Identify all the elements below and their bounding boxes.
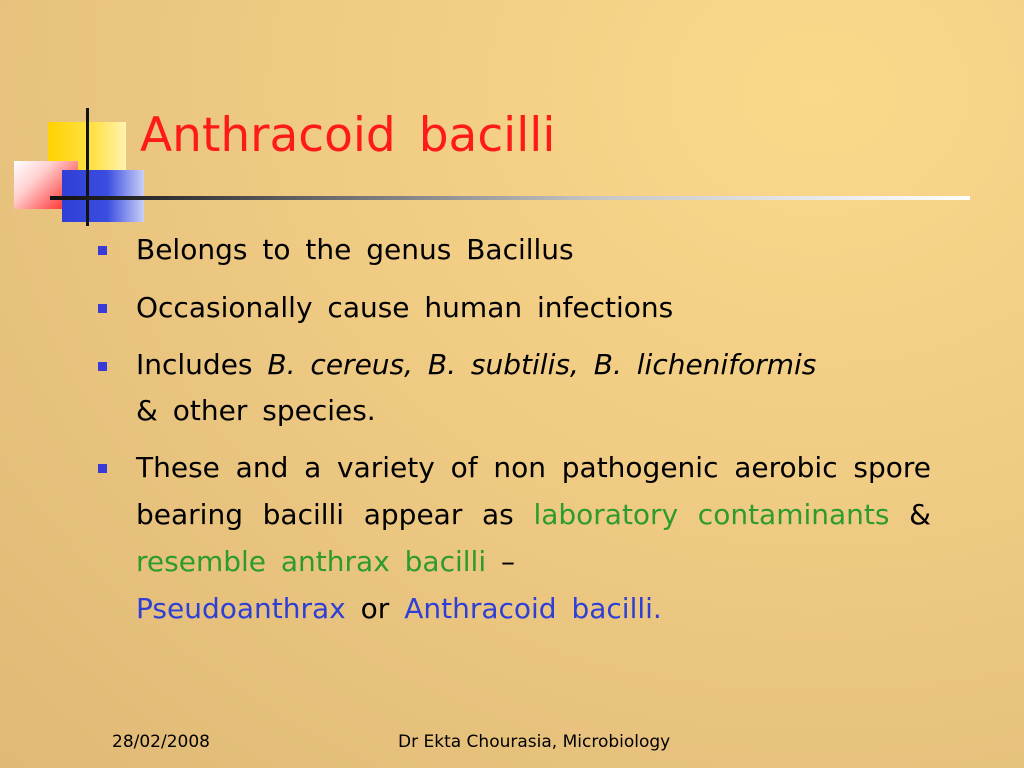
slide-title: Anthracoid bacilli <box>140 108 556 163</box>
bullet-text: Occasionally cause human infections <box>136 291 674 324</box>
or-text: or <box>345 592 405 625</box>
bullet-item-infections <box>96 284 931 332</box>
bullet-item-species <box>96 342 931 434</box>
highlight-anthracoid-bacilli: Anthracoid bacilli. <box>404 592 662 625</box>
highlight-resemble-anthrax: resemble anthrax bacilli <box>136 545 487 578</box>
bullet-item-contaminants <box>96 444 931 632</box>
highlight-lab-contaminants: laboratory contaminants <box>533 498 890 531</box>
bullet-list <box>96 226 931 642</box>
bullet-item-genus <box>96 226 931 274</box>
footer-author: Dr Ekta Chourasia, Microbiology <box>398 732 671 752</box>
bullet-text: These and a variety of non pathogenic aerobic spore bearing bacilli appear as <box>136 451 931 531</box>
decorative-logo-blocks <box>0 0 160 240</box>
highlight-pseudoanthrax: Pseudoanthrax <box>136 592 346 625</box>
vertical-rule-decoration <box>86 108 89 226</box>
dash-text: – <box>486 545 516 578</box>
square-bullet-icon <box>98 464 107 473</box>
square-bullet-icon <box>98 362 107 371</box>
title-underline-rule <box>50 196 970 200</box>
bullet-text: Belongs to the genus Bacillus <box>136 233 574 266</box>
square-bullet-icon <box>98 304 107 313</box>
bullet-text-suffix: & other species. <box>136 394 376 427</box>
ampersand-text: & <box>889 498 931 531</box>
square-bullet-icon <box>98 246 107 255</box>
footer-date: 28/02/2008 <box>112 732 210 752</box>
species-names: B. cereus, B. subtilis, B. licheniformis <box>267 348 817 381</box>
bullet-text-prefix: Includes <box>136 348 268 381</box>
